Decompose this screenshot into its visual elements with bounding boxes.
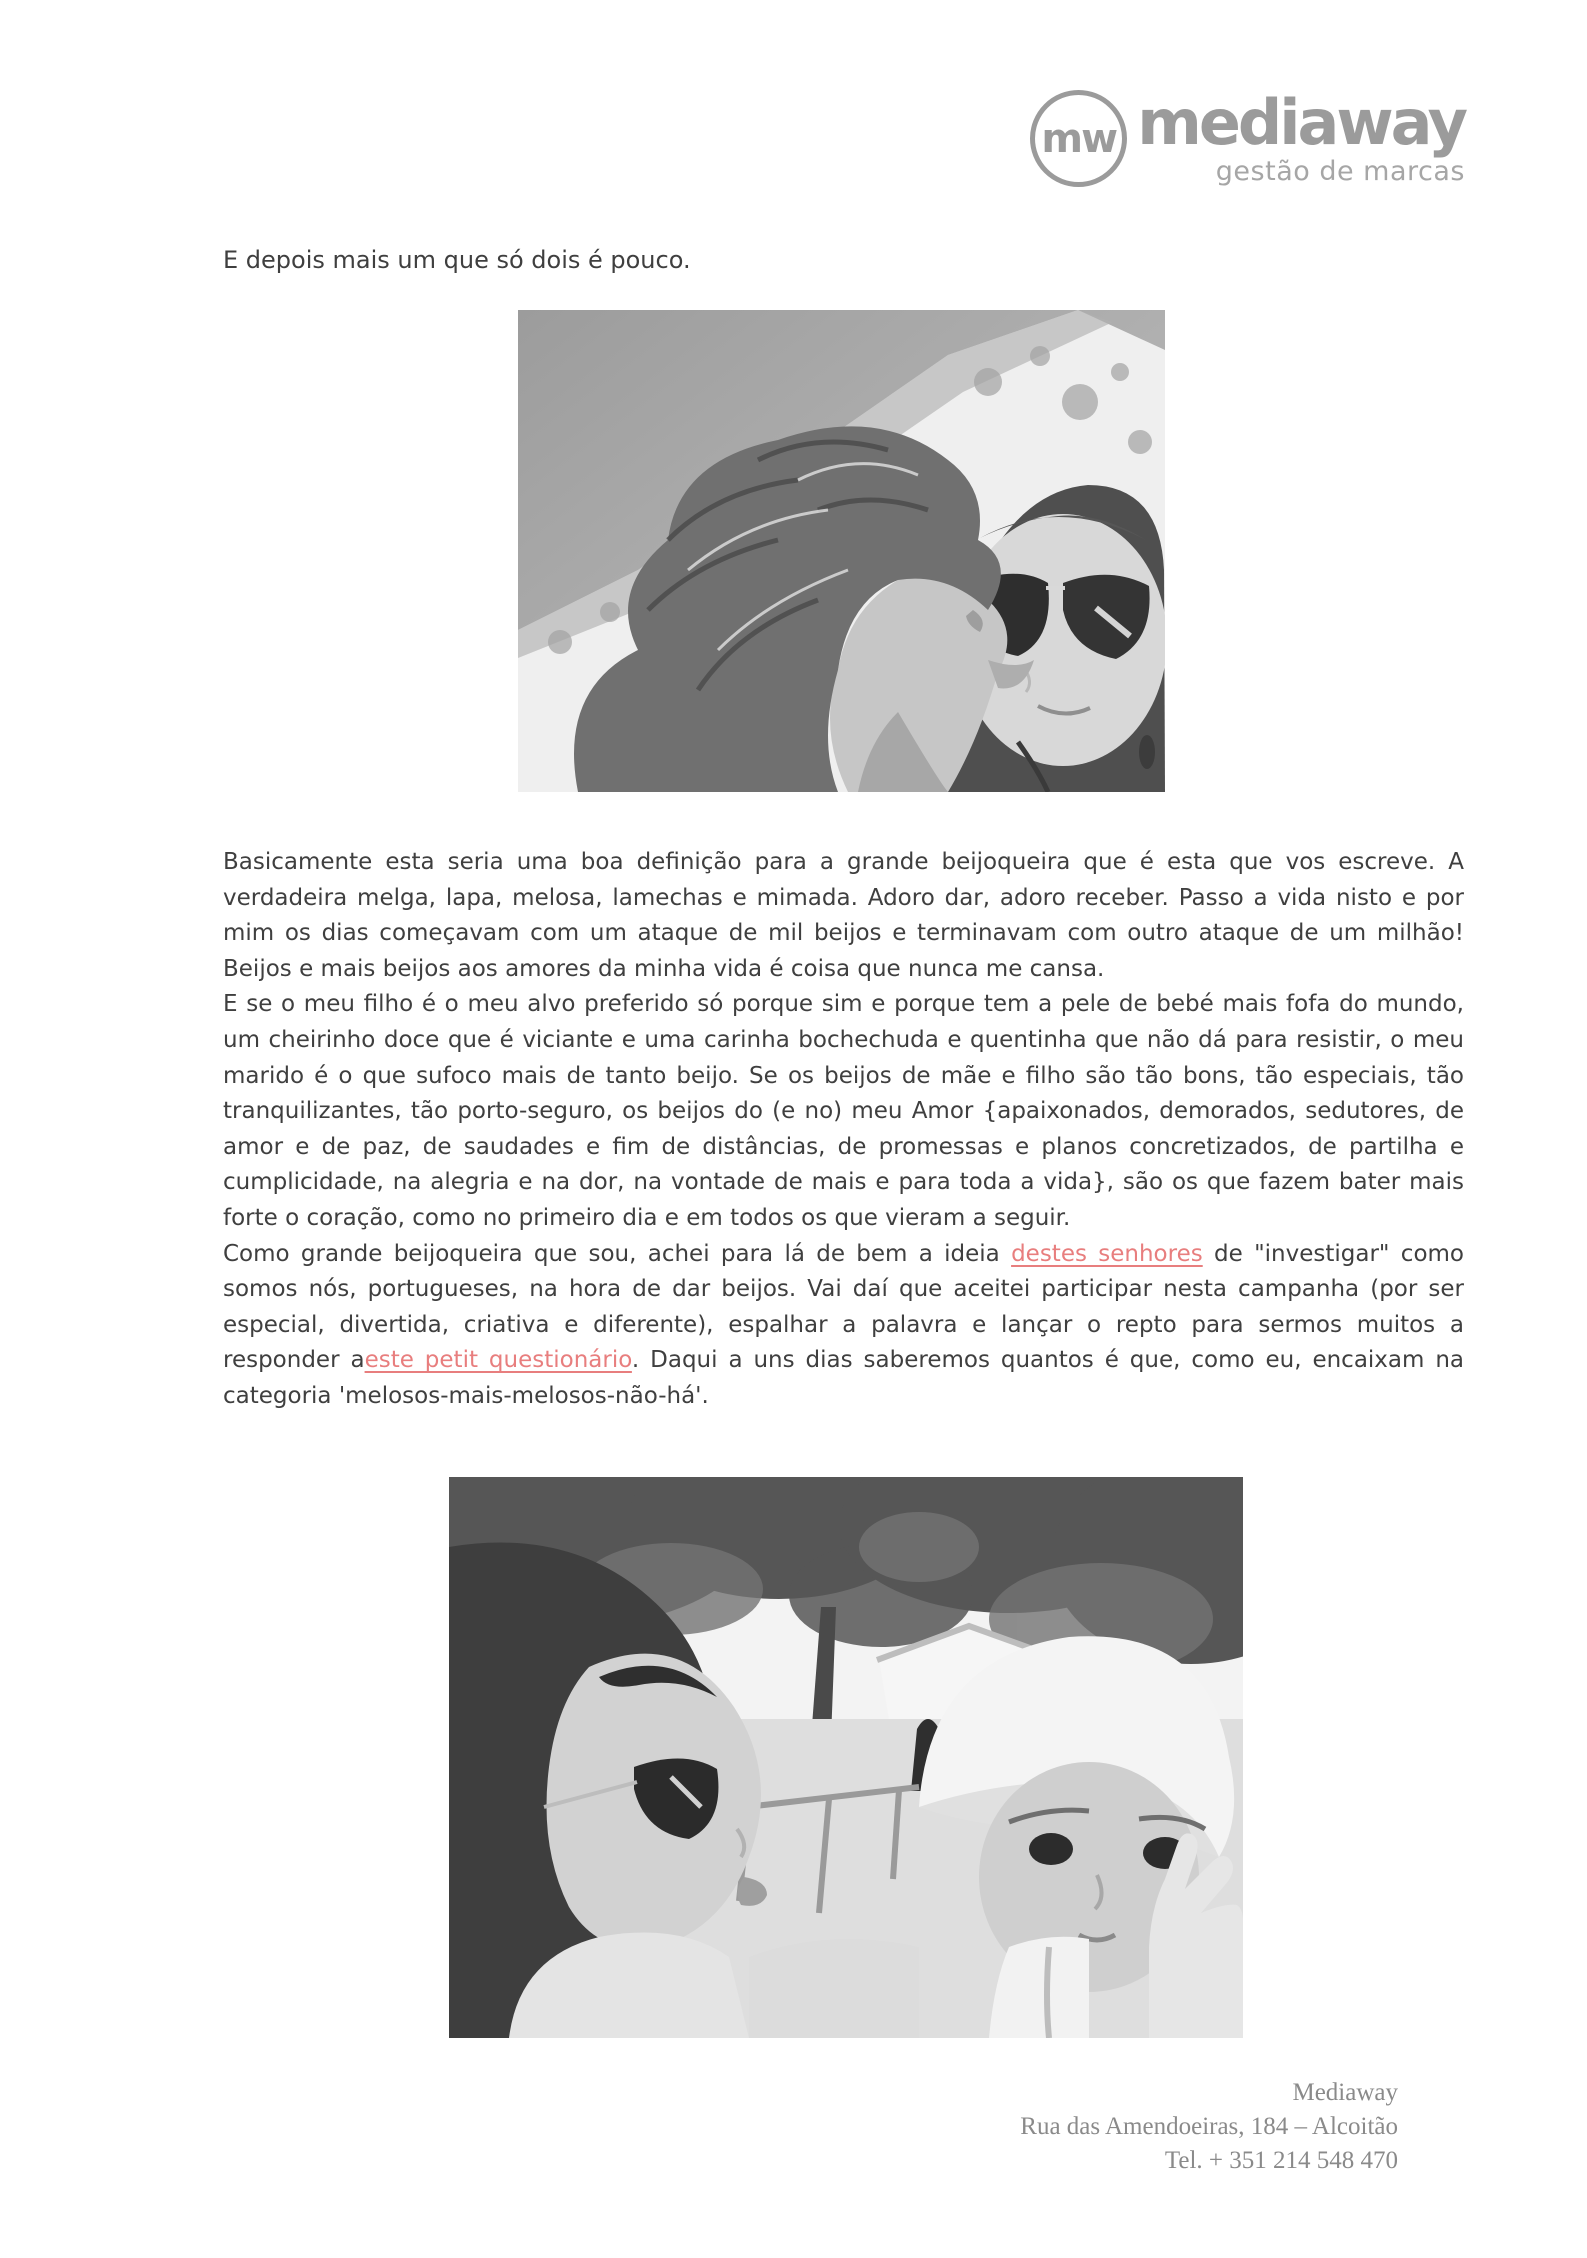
- paragraph-3-text: . Daqui a uns dias saberemos quantos é que, como eu, encaixam na categoria 'melosos-mais-melosos-não-há'.: [223, 1347, 1465, 1409]
- logo-monogram: mw: [1041, 115, 1117, 162]
- intro-line: E depois mais um que só dois é pouco.: [223, 246, 691, 274]
- photo-beach-kiss-image: [518, 310, 1165, 792]
- mediaway-logo: [1030, 86, 1465, 187]
- paragraph-3-text: Como grande beijoqueira que sou, achei para lá de bem a ideia: [223, 1240, 1012, 1267]
- footer-company: Mediaway: [1292, 2079, 1398, 2106]
- footer-phone: Tel. + 351 214 548 470: [1164, 2147, 1398, 2174]
- paragraph-3-text: de "investigar" como somos nós, portugueses, na hora de dar beijos. Vai daí que aceitei participar nesta campanha (por ser especial, divertida, criativa e diferente), espalhar a palavra e lançar o repto para sermos muitos a responder a: [223, 1240, 1465, 1374]
- article-body: [223, 845, 1464, 1415]
- footer: [1020, 2076, 1398, 2178]
- photo-park-kiss-image: [449, 1477, 1243, 2038]
- logo-wordmark: mediaway: [1137, 86, 1465, 160]
- paragraph-2: E se o meu filho é o meu alvo preferido só porque sim e porque tem a pele de bebé mais fofa do mundo, um cheirinho doce que é viciante e uma carinha bochechuda e quentinha que não dá para resistir, o meu marido é o que sufoco mais de tanto beijo. Se os beijos de mãe e filho são tão bons, tão especiais, tão tranquilizantes, tão porto-seguro, os beijos do (e no) meu Amor {apaixonados, demorados, sedutores, de amor e de paz, de saudades e fim de distâncias, de promessas e planos concretizados, de partilha e cumplicidade, na alegria e na dor, na vontade de mais e para toda a vida}, são os que fazem bater mais forte o coração, como no primeiro dia e em todos os que vieram a seguir.: [223, 991, 1464, 1231]
- link-destes-senhores[interactable]: destes senhores: [1011, 1240, 1203, 1267]
- photo-beach-kiss: [518, 310, 1165, 792]
- logo-text: [1137, 86, 1465, 187]
- logo-tagline: gestão de marcas: [1215, 155, 1465, 187]
- link-petit-questionario[interactable]: este petit questionário: [364, 1347, 632, 1374]
- footer-address: Rua das Amendoeiras, 184 – Alcoitão: [1020, 2113, 1398, 2140]
- paragraph-1: Basicamente esta seria uma boa definição para a grande beijoqueira que é esta que vos escreve. A verdadeira melga, lapa, melosa, lamechas e mimada. Adoro dar, adoro receber. Passo a vida nisto e por mim os dias começavam com um ataque de mil beijos e terminavam com outro ataque de um milhão! Beijos e mais beijos aos amores da minha vida é coisa que nunca me cansa.: [223, 849, 1464, 982]
- photo-park-kiss: [449, 1477, 1243, 2038]
- mw-monogram-icon: [1030, 90, 1127, 187]
- paragraph-3: [223, 1237, 1464, 1415]
